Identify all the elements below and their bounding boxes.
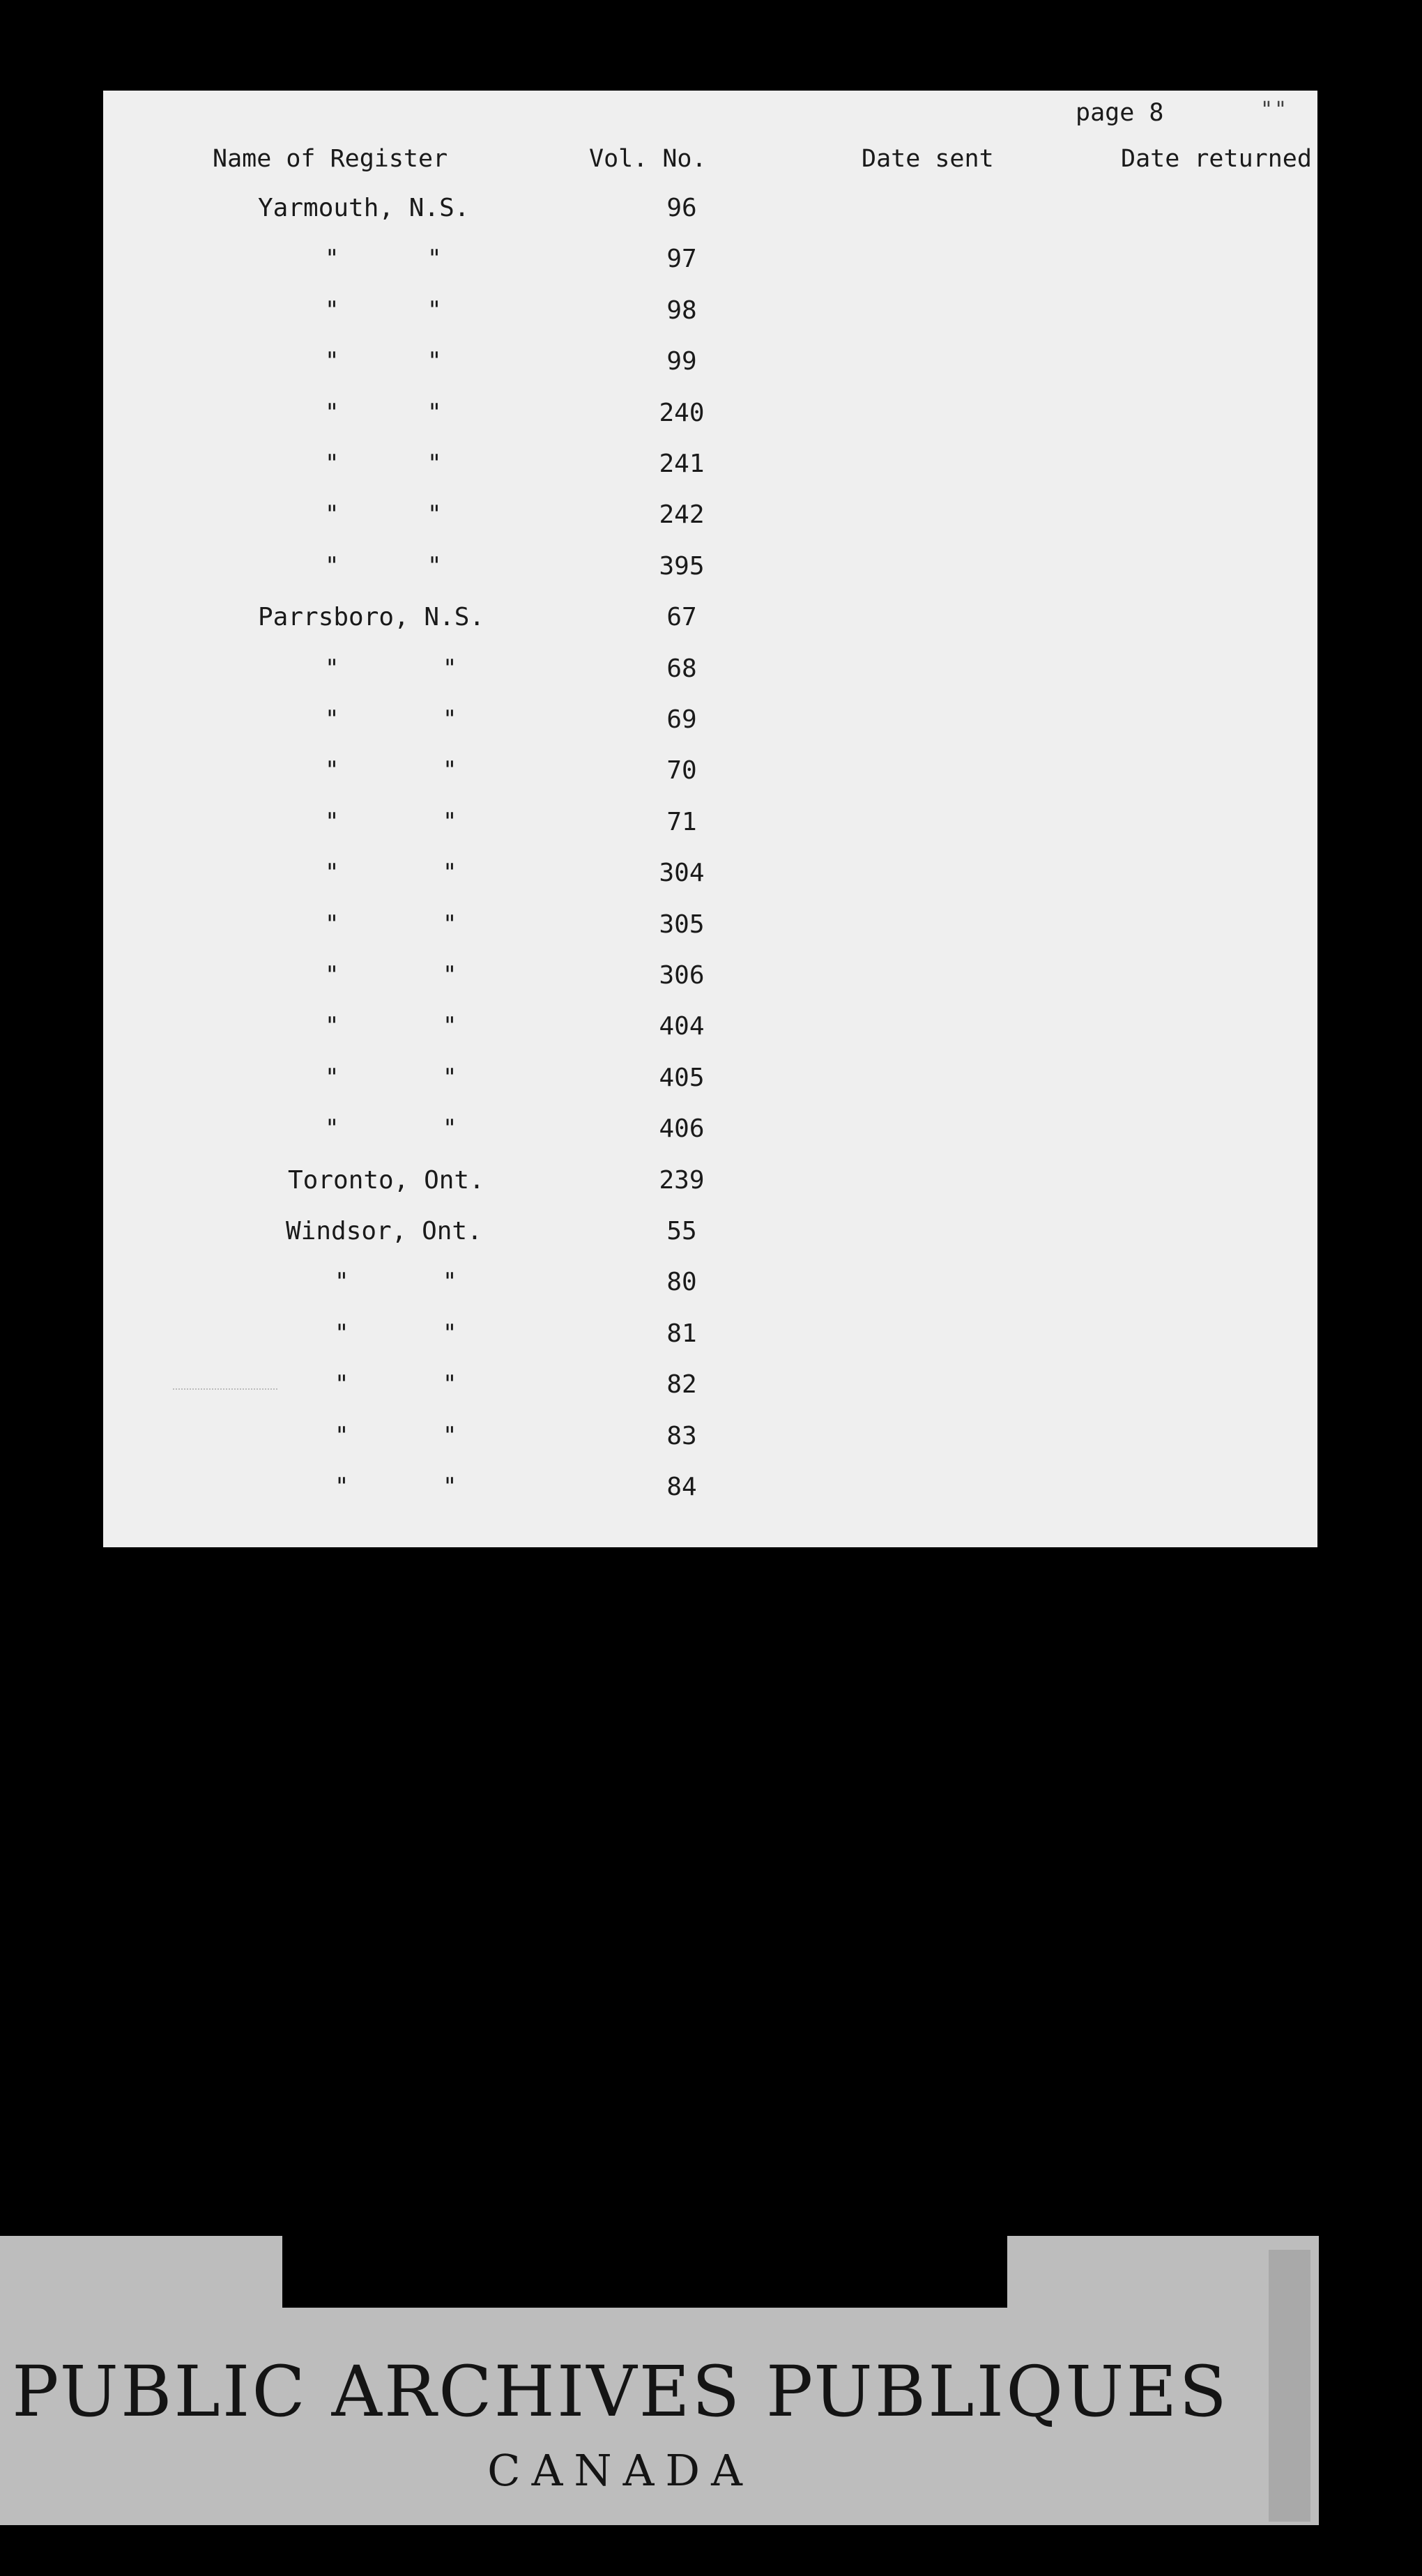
volume-number: 241 [659,450,705,478]
header-date-sent: Date sent [862,145,994,173]
register-row [103,1166,1317,1208]
banner-title: PUBLIC ARCHIVES PUBLIQUES [12,2351,1229,2432]
ditto-mark-province: " [427,399,442,427]
header-name-of-register: Name of Register [213,145,448,173]
ditto-mark-city: " [335,1268,349,1296]
ditto-mark-province: " [443,705,457,733]
ditto-mark-city: " [325,552,339,580]
volume-number: 242 [659,500,705,529]
register-row [103,1012,1317,1054]
volume-number: 81 [666,1319,697,1348]
register-row [103,859,1317,900]
register-row [103,1422,1317,1464]
ditto-mark-city: " [335,1319,349,1347]
volume-number: 97 [666,245,697,273]
volume-number: 84 [666,1473,697,1501]
register-row [103,1319,1317,1361]
banner-subtitle: CANADA [487,2445,754,2496]
ditto-mark-city: " [325,961,339,989]
register-row [103,500,1317,542]
volume-number: 404 [659,1012,705,1041]
ditto-mark-province: " [443,1422,457,1450]
ditto-mark-province: " [443,1114,457,1142]
volume-number: 395 [659,552,705,581]
ditto-mark-city: " [335,1370,349,1398]
ditto-mark-province: " [427,296,442,324]
header-date-returned: Date returned [1121,145,1312,173]
ditto-mark-province: " [443,654,457,682]
volume-number: 306 [659,961,705,990]
register-row [103,910,1317,952]
register-row [103,961,1317,1003]
ditto-mark-city: " [325,1012,339,1040]
ditto-mark-city: " [325,500,339,528]
banner-notch [282,2236,1007,2308]
register-row [103,654,1317,696]
volume-number: 406 [659,1114,705,1143]
register-row [103,1473,1317,1515]
volume-number: 405 [659,1064,705,1092]
volume-number: 70 [666,756,697,785]
register-row [103,296,1317,338]
archives-banner [0,2236,1319,2525]
volume-number: 69 [666,705,697,734]
register-row [103,399,1317,440]
ditto-mark-province: " [443,1319,457,1347]
register-row [103,756,1317,798]
register-name: Yarmouth, N.S. [258,194,470,222]
ditto-mark-city: " [325,1114,339,1142]
ditto-mark-city: " [335,1473,349,1501]
register-row [103,1064,1317,1105]
ditto-mark-province: " [427,450,442,477]
register-row [103,603,1317,645]
ditto-mark-city: " [325,296,339,324]
register-row [103,245,1317,286]
ditto-mark-province: " [443,961,457,989]
ditto-mark-city: " [325,450,339,477]
ditto-mark-city: " [335,1422,349,1450]
register-name: Toronto, Ont. [288,1166,484,1195]
page-corner-mark: "" [1260,98,1289,122]
dotted-mark [173,1388,277,1390]
volume-number: 82 [666,1370,697,1399]
ditto-mark-province: " [443,1012,457,1040]
register-name: Parrsboro, N.S. [258,603,485,631]
volume-number: 304 [659,859,705,887]
volume-number: 240 [659,399,705,427]
register-name: Windsor, Ont. [286,1217,482,1245]
banner-edge [1269,2250,1310,2522]
ditto-mark-province: " [443,756,457,784]
register-page [103,91,1317,1547]
ditto-mark-city: " [325,756,339,784]
register-row [103,347,1317,389]
volume-number: 96 [666,194,697,222]
ditto-mark-province: " [427,347,442,375]
ditto-mark-province: " [427,552,442,580]
header-vol-no: Vol. No. [589,145,707,173]
ditto-mark-city: " [325,859,339,887]
ditto-mark-province: " [427,500,442,528]
register-row [103,194,1317,236]
register-row [103,808,1317,850]
ditto-mark-city: " [325,808,339,836]
volume-number: 80 [666,1268,697,1296]
register-row [103,1370,1317,1412]
ditto-mark-province: " [443,1268,457,1296]
volume-number: 71 [666,808,697,836]
ditto-mark-province: " [443,1370,457,1398]
ditto-mark-province: " [443,1473,457,1501]
volume-number: 83 [666,1422,697,1450]
register-row [103,705,1317,747]
register-row [103,1217,1317,1259]
ditto-mark-province: " [427,245,442,273]
register-row [103,1114,1317,1156]
volume-number: 68 [666,654,697,683]
ditto-mark-province: " [443,808,457,836]
volume-number: 98 [666,296,697,325]
ditto-mark-province: " [443,1064,457,1091]
ditto-mark-province: " [443,910,457,938]
register-row [103,552,1317,594]
ditto-mark-city: " [325,705,339,733]
volume-number: 55 [666,1217,697,1245]
register-row [103,1268,1317,1310]
ditto-mark-city: " [325,910,339,938]
ditto-mark-city: " [325,654,339,682]
volume-number: 67 [666,603,697,631]
volume-number: 99 [666,347,697,376]
ditto-mark-province: " [443,859,457,887]
register-row [103,450,1317,491]
ditto-mark-city: " [325,1064,339,1091]
ditto-mark-city: " [325,245,339,273]
page-number: page 8 [1076,99,1164,127]
ditto-mark-city: " [325,399,339,427]
volume-number: 305 [659,910,705,939]
volume-number: 239 [659,1166,705,1195]
ditto-mark-city: " [325,347,339,375]
